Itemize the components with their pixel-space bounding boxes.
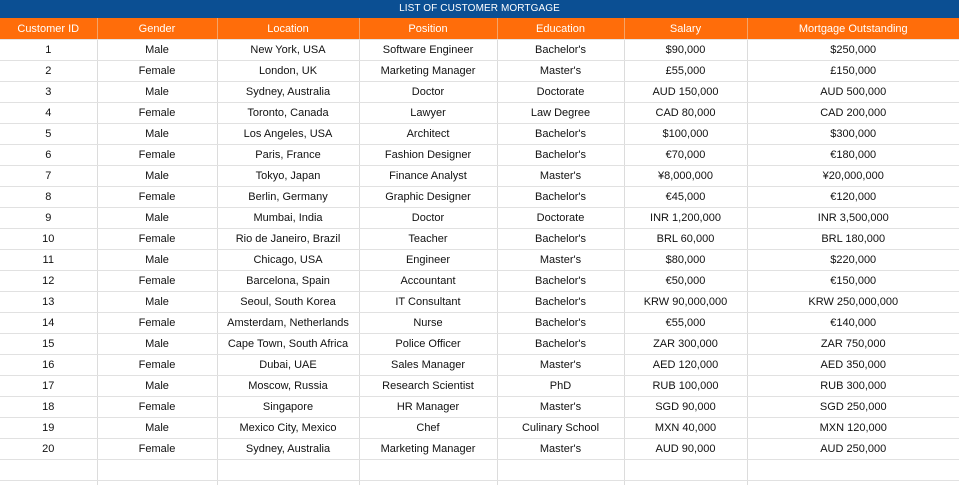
cell-location[interactable]: Berlin, Germany [217,187,359,208]
cell-salary[interactable]: £55,000 [624,61,747,82]
cell-customer-id[interactable]: 4 [0,103,97,124]
cell-location[interactable]: Rio de Janeiro, Brazil [217,229,359,250]
cell-salary[interactable]: AUD 90,000 [624,439,747,460]
cell-position[interactable]: HR Manager [359,397,497,418]
cell-location[interactable]: Chicago, USA [217,250,359,271]
cell-salary[interactable]: CAD 80,000 [624,103,747,124]
cell-mortgage-outstanding[interactable]: £150,000 [747,61,959,82]
cell-customer-id[interactable]: 3 [0,82,97,103]
cell-education[interactable]: Master's [497,355,624,376]
cell-location[interactable]: Dubai, UAE [217,355,359,376]
cell-gender[interactable]: Female [97,103,217,124]
cell-gender[interactable]: Male [97,418,217,439]
cell-mortgage-outstanding[interactable]: MXN 120,000 [747,418,959,439]
customer-mortgage-table [0,18,959,485]
cell-position[interactable]: Research Scientist [359,376,497,397]
table-row [0,229,959,250]
cell-education[interactable]: Bachelor's [497,271,624,292]
cell-customer-id[interactable]: 18 [0,397,97,418]
cell-position[interactable]: Doctor [359,208,497,229]
cell-mortgage-outstanding[interactable]: $250,000 [747,40,959,61]
cell-salary[interactable]: €55,000 [624,313,747,334]
cell-gender[interactable]: Male [97,40,217,61]
cell-gender[interactable]: Female [97,313,217,334]
empty-row [0,481,959,485]
cell-position[interactable]: Software Engineer [359,40,497,61]
empty-cell[interactable] [497,481,624,485]
cell-customer-id[interactable]: 11 [0,250,97,271]
cell-customer-id[interactable]: 19 [0,418,97,439]
cell-customer-id[interactable]: 20 [0,439,97,460]
cell-position[interactable]: Teacher [359,229,497,250]
cell-location[interactable]: Mumbai, India [217,208,359,229]
cell-education[interactable]: Bachelor's [497,229,624,250]
cell-position[interactable]: Accountant [359,271,497,292]
empty-cell[interactable] [359,460,497,481]
table-row [0,439,959,460]
table-row [0,334,959,355]
cell-position[interactable]: Doctor [359,82,497,103]
cell-customer-id[interactable]: 17 [0,376,97,397]
header-customer-id[interactable]: Customer ID [0,18,97,40]
cell-gender[interactable]: Female [97,61,217,82]
cell-education[interactable]: Bachelor's [497,292,624,313]
cell-salary[interactable]: SGD 90,000 [624,397,747,418]
cell-location[interactable]: Barcelona, Spain [217,271,359,292]
cell-salary[interactable]: AED 120,000 [624,355,747,376]
cell-position[interactable]: Fashion Designer [359,145,497,166]
cell-education[interactable]: Doctorate [497,208,624,229]
table-row [0,292,959,313]
cell-gender[interactable]: Female [97,229,217,250]
cell-position[interactable]: Chef [359,418,497,439]
cell-gender[interactable]: Male [97,376,217,397]
table-row [0,376,959,397]
empty-cell[interactable] [217,481,359,485]
cell-salary[interactable]: $80,000 [624,250,747,271]
cell-mortgage-outstanding[interactable]: AUD 500,000 [747,82,959,103]
cell-education[interactable]: Culinary School [497,418,624,439]
cell-education[interactable]: Bachelor's [497,40,624,61]
header-position[interactable]: Position [359,18,497,40]
cell-gender[interactable]: Male [97,250,217,271]
cell-position[interactable]: Police Officer [359,334,497,355]
cell-mortgage-outstanding[interactable]: SGD 250,000 [747,397,959,418]
table-row [0,271,959,292]
cell-gender[interactable]: Female [97,355,217,376]
table-row [0,397,959,418]
cell-salary[interactable]: INR 1,200,000 [624,208,747,229]
cell-location[interactable]: Tokyo, Japan [217,166,359,187]
table-row [0,40,959,61]
cell-mortgage-outstanding[interactable]: INR 3,500,000 [747,208,959,229]
cell-education[interactable]: Bachelor's [497,124,624,145]
cell-gender[interactable]: Male [97,82,217,103]
sheet-title: LIST OF CUSTOMER MORTGAGE [0,0,959,18]
cell-education[interactable]: Master's [497,61,624,82]
cell-customer-id[interactable]: 10 [0,229,97,250]
cell-education[interactable]: Master's [497,166,624,187]
cell-education[interactable]: Master's [497,250,624,271]
cell-position[interactable]: Sales Manager [359,355,497,376]
cell-location[interactable]: Paris, France [217,145,359,166]
cell-gender[interactable]: Female [97,397,217,418]
table-row [0,82,959,103]
header-row [0,18,959,40]
cell-salary[interactable]: ¥8,000,000 [624,166,747,187]
cell-location[interactable]: Mexico City, Mexico [217,418,359,439]
cell-education[interactable]: Doctorate [497,82,624,103]
cell-mortgage-outstanding[interactable]: AUD 250,000 [747,439,959,460]
cell-salary[interactable]: MXN 40,000 [624,418,747,439]
cell-mortgage-outstanding[interactable]: CAD 200,000 [747,103,959,124]
cell-salary[interactable]: $100,000 [624,124,747,145]
table-row [0,250,959,271]
cell-position[interactable]: Finance Analyst [359,166,497,187]
table-row [0,355,959,376]
empty-cell[interactable] [97,481,217,485]
header-location[interactable]: Location [217,18,359,40]
cell-gender[interactable]: Male [97,292,217,313]
cell-salary[interactable]: BRL 60,000 [624,229,747,250]
cell-mortgage-outstanding[interactable]: €140,000 [747,313,959,334]
cell-location[interactable]: London, UK [217,61,359,82]
cell-position[interactable]: Graphic Designer [359,187,497,208]
cell-customer-id[interactable]: 1 [0,40,97,61]
header-salary[interactable]: Salary [624,18,747,40]
cell-education[interactable]: Bachelor's [497,145,624,166]
cell-gender[interactable]: Female [97,439,217,460]
cell-mortgage-outstanding[interactable]: €150,000 [747,271,959,292]
cell-position[interactable]: Engineer [359,250,497,271]
cell-gender[interactable]: Female [97,187,217,208]
cell-customer-id[interactable]: 8 [0,187,97,208]
table-row [0,208,959,229]
cell-location[interactable]: Sydney, Australia [217,82,359,103]
empty-cell[interactable] [359,481,497,485]
cell-gender[interactable]: Male [97,124,217,145]
cell-customer-id[interactable]: 2 [0,61,97,82]
cell-position[interactable]: Marketing Manager [359,439,497,460]
cell-mortgage-outstanding[interactable]: RUB 300,000 [747,376,959,397]
empty-row [0,460,959,481]
cell-education[interactable]: Law Degree [497,103,624,124]
empty-cell[interactable] [0,481,97,485]
cell-location[interactable]: Seoul, South Korea [217,292,359,313]
cell-location[interactable]: Amsterdam, Netherlands [217,313,359,334]
cell-education[interactable]: PhD [497,376,624,397]
cell-position[interactable]: IT Consultant [359,292,497,313]
empty-cell[interactable] [747,481,959,485]
cell-salary[interactable]: $90,000 [624,40,747,61]
cell-education[interactable]: Bachelor's [497,313,624,334]
cell-position[interactable]: Marketing Manager [359,61,497,82]
cell-position[interactable]: Nurse [359,313,497,334]
cell-customer-id[interactable]: 12 [0,271,97,292]
cell-education[interactable]: Bachelor's [497,187,624,208]
table-row [0,166,959,187]
header-education[interactable]: Education [497,18,624,40]
cell-customer-id[interactable]: 5 [0,124,97,145]
cell-gender[interactable]: Female [97,271,217,292]
cell-location[interactable]: Toronto, Canada [217,103,359,124]
cell-mortgage-outstanding[interactable]: $300,000 [747,124,959,145]
cell-salary[interactable]: €50,000 [624,271,747,292]
cell-customer-id[interactable]: 13 [0,292,97,313]
empty-cell[interactable] [497,460,624,481]
table-row [0,418,959,439]
cell-education[interactable]: Master's [497,439,624,460]
cell-mortgage-outstanding[interactable]: €180,000 [747,145,959,166]
table-row [0,124,959,145]
cell-position[interactable]: Architect [359,124,497,145]
cell-location[interactable]: Los Angeles, USA [217,124,359,145]
cell-customer-id[interactable]: 14 [0,313,97,334]
cell-gender[interactable]: Male [97,208,217,229]
cell-location[interactable]: Moscow, Russia [217,376,359,397]
table-row [0,187,959,208]
cell-location[interactable]: Sydney, Australia [217,439,359,460]
table-row [0,313,959,334]
empty-cell[interactable] [217,460,359,481]
empty-cell[interactable] [624,460,747,481]
cell-salary[interactable]: ZAR 300,000 [624,334,747,355]
cell-location[interactable]: Cape Town, South Africa [217,334,359,355]
cell-customer-id[interactable]: 9 [0,208,97,229]
empty-cell[interactable] [747,460,959,481]
empty-cell[interactable] [624,481,747,485]
cell-education[interactable]: Master's [497,397,624,418]
cell-location[interactable]: Singapore [217,397,359,418]
cell-gender[interactable]: Female [97,145,217,166]
empty-cell[interactable] [97,460,217,481]
table-row [0,145,959,166]
table-row [0,61,959,82]
empty-cell[interactable] [0,460,97,481]
cell-mortgage-outstanding[interactable]: AED 350,000 [747,355,959,376]
cell-salary[interactable]: KRW 90,000,000 [624,292,747,313]
cell-gender[interactable]: Male [97,334,217,355]
header-mortgage-outstanding[interactable]: Mortgage Outstanding [747,18,959,40]
cell-mortgage-outstanding[interactable]: €120,000 [747,187,959,208]
cell-location[interactable]: New York, USA [217,40,359,61]
cell-salary[interactable]: RUB 100,000 [624,376,747,397]
cell-mortgage-outstanding[interactable]: ¥20,000,000 [747,166,959,187]
cell-customer-id[interactable]: 15 [0,334,97,355]
cell-customer-id[interactable]: 7 [0,166,97,187]
cell-education[interactable]: Bachelor's [497,334,624,355]
cell-mortgage-outstanding[interactable]: BRL 180,000 [747,229,959,250]
cell-mortgage-outstanding[interactable]: ZAR 750,000 [747,334,959,355]
cell-salary[interactable]: €45,000 [624,187,747,208]
cell-gender[interactable]: Male [97,166,217,187]
header-gender[interactable]: Gender [97,18,217,40]
cell-customer-id[interactable]: 6 [0,145,97,166]
cell-salary[interactable]: €70,000 [624,145,747,166]
cell-mortgage-outstanding[interactable]: $220,000 [747,250,959,271]
cell-position[interactable]: Lawyer [359,103,497,124]
cell-mortgage-outstanding[interactable]: KRW 250,000,000 [747,292,959,313]
cell-customer-id[interactable]: 16 [0,355,97,376]
table-body [0,40,959,485]
table-row [0,103,959,124]
cell-salary[interactable]: AUD 150,000 [624,82,747,103]
